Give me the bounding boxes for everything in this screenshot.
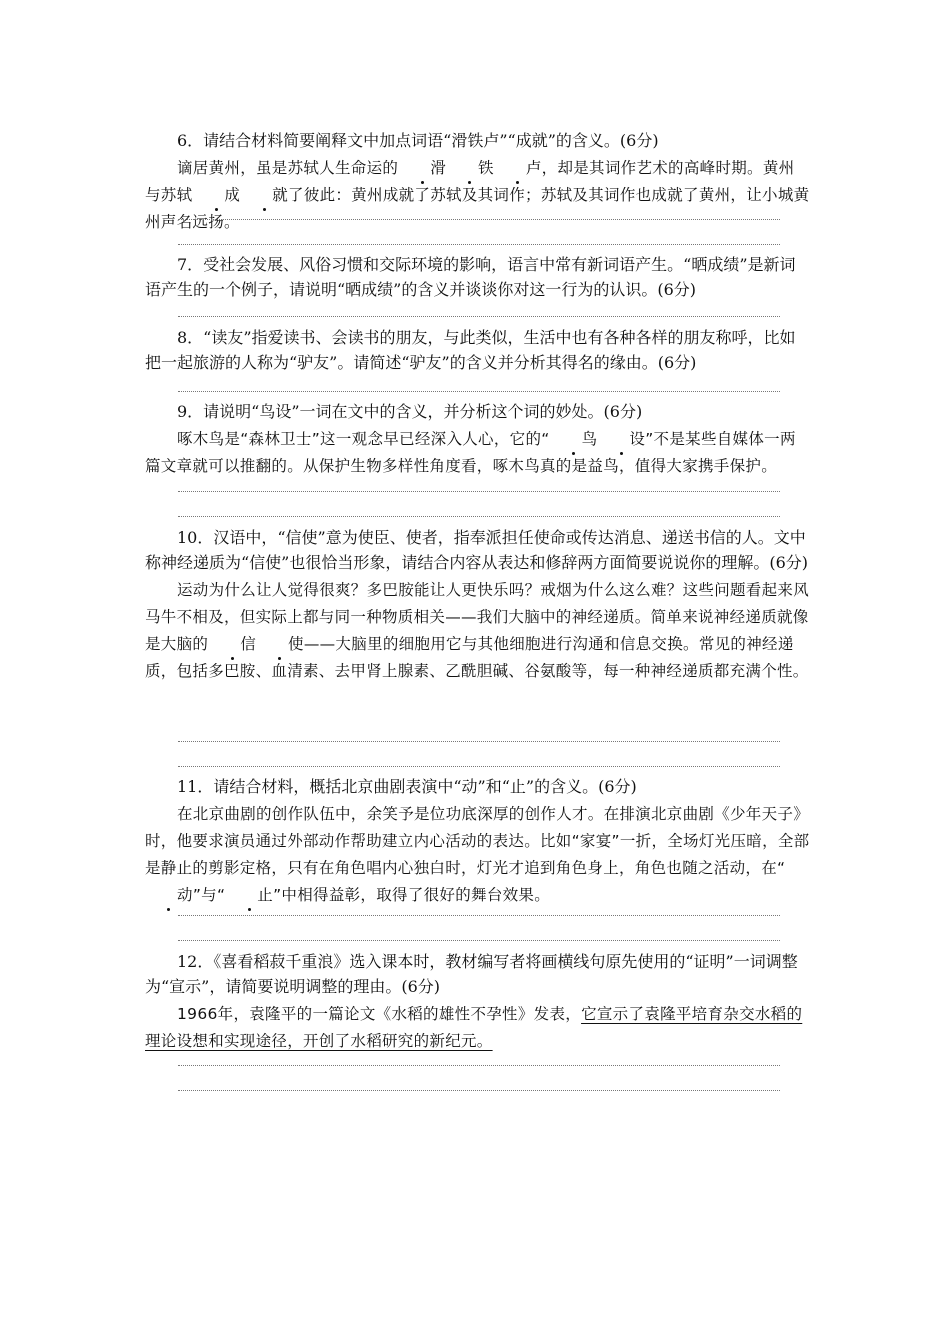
emphasis-dot-char: 止 [225,882,273,909]
question-10-material-text: 运动为什么让人觉得很爽？多巴胺能让人更快乐吗？戒烟为什么这么难？这些问题看起来风马牛不相及，但实际上都与同一种物质相关——我们大脑中的神经递质。简单来说神经递质就像是大脑的 [145,581,810,653]
question-10-material-text: ——大脑里的细胞用它与其他细胞进行沟通和信息交换。常见的神经递质，包括多巴胺、血清素、去甲肾上腺素、乙酰胆碱、谷氨酸等，每一种神经递质都充满个性。 [145,635,809,680]
question-10-material [145,577,810,685]
question-10-stem: 10．汉语中，“信使”意为使臣、使者，指奉派担任使命或传达消息、递送书信的人。文中称神经递质为“信使”也很恰当形象，请结合内容从表达和修辞两方面简要说说你的理解。(6分) [145,528,809,572]
question-11-material-text: 在北京曲剧的创作队伍中，余笑予是位功底深厚的创作人才。在排演北京曲剧《少年天子》时，他要求演员通过外部动作帮助建立内心活动的表达。比如“家宴”一折，全场灯光压暗，全部是静止的剪影定格，只有在角色唱内心独白时，灯光才追到角色身上，角色也随之活动，在“ [145,805,810,877]
emphasis-dot-char: 动 [145,882,193,909]
question-11 [145,774,810,909]
answer-line[interactable] [178,915,780,916]
emphasis-dot-char: 滑 [398,155,446,182]
question-10 [145,525,810,685]
answer-line[interactable] [178,391,780,392]
question-6-material [145,155,810,236]
question-12-material [145,1001,810,1055]
answer-line[interactable] [178,316,780,317]
answer-line[interactable] [178,219,780,220]
question-8 [145,325,810,375]
question-12-material-text: 1966年，袁隆平的一篇论文《水稻的雄性不孕性》发表， [177,1005,582,1023]
question-6-material-text: ，却是其词作艺术的高峰时期。黄州与苏轼 [145,159,795,204]
underlined-sentence: 它宣示了袁隆平培育杂交水稻的理论设想和实现途径，开创了水稻研究的新纪元。 [145,1005,803,1050]
emphasis-dot-char: 就 [240,182,288,209]
emphasis-dot-char: 设 [597,426,645,453]
answer-line[interactable] [178,516,780,517]
emphasis-dot-char: 使 [256,631,304,658]
question-9-material-text: 啄木鸟是“森林卫士”这一观念早已经深入人心，它的“ [177,430,550,448]
emphasis-dot-char: 卢 [494,155,542,182]
question-7-stem: 7．受社会发展、风俗习惯和交际环境的影响，语言中常有新词语产生。“晒成绩”是新词语产生的一个例子，请说明“晒成绩”的含义并谈谈你对这一行为的认识。(6分) [145,255,796,299]
answer-line[interactable] [178,940,780,941]
question-6-material-text: 谪居黄州，虽是苏轼人生命运的 [177,159,399,177]
answer-line[interactable] [178,766,780,767]
question-9-material-text: ”不是某些自媒体一两篇文章就可以推翻的。从保护生物多样性角度看，啄木鸟真的是益鸟，值得大家携手保护。 [145,430,796,475]
answer-line[interactable] [178,491,780,492]
question-12 [145,949,810,1055]
question-9-material [145,426,810,480]
question-12-stem: 12．《喜看稻菽千重浪》选入课本时，教材编写者将画横线句原先使用的“证明”一词调整为“宣示”，请简要说明调整的理由。(6分) [145,952,798,996]
question-8-stem: 8．“读友”指爱读书、会读书的朋友，与此类似，生活中也有各种各样的朋友称呼，比如把一起旅游的人称为“驴友”。请简述“驴友”的含义并分析其得名的缘由。(6分) [145,328,796,372]
question-11-material-text: ”与“ [192,886,226,904]
question-11-material [145,801,810,909]
emphasis-dot-char: 铁 [446,155,494,182]
emphasis-dot-char: 鸟 [550,426,598,453]
question-11-stem: 11．请结合材料，概括北京曲剧表演中“动”和“止”的含义。(6分) [177,777,637,796]
question-7 [145,252,810,302]
answer-line[interactable] [178,244,780,245]
question-11-material-text: ”中相得益彰，取得了很好的舞台效果。 [273,886,551,904]
emphasis-dot-char: 成 [192,182,240,209]
answer-line[interactable] [178,741,780,742]
emphasis-dot-char: 信 [208,631,256,658]
question-9 [145,399,810,480]
question-6-stem: 6．请结合材料简要阐释文中加点词语“滑铁卢”“成就”的含义。(6分) [177,131,659,150]
question-6-material-text: 了彼此：黄州成就了苏轼及其词作；苏轼及其词作也成就了黄州，让小城黄州声名远扬。 [145,186,810,231]
question-9-stem: 9．请说明“鸟设”一词在文中的含义，并分析这个词的妙处。(6分) [177,402,643,421]
answer-line[interactable] [178,1090,780,1091]
answer-line[interactable] [178,1065,780,1066]
